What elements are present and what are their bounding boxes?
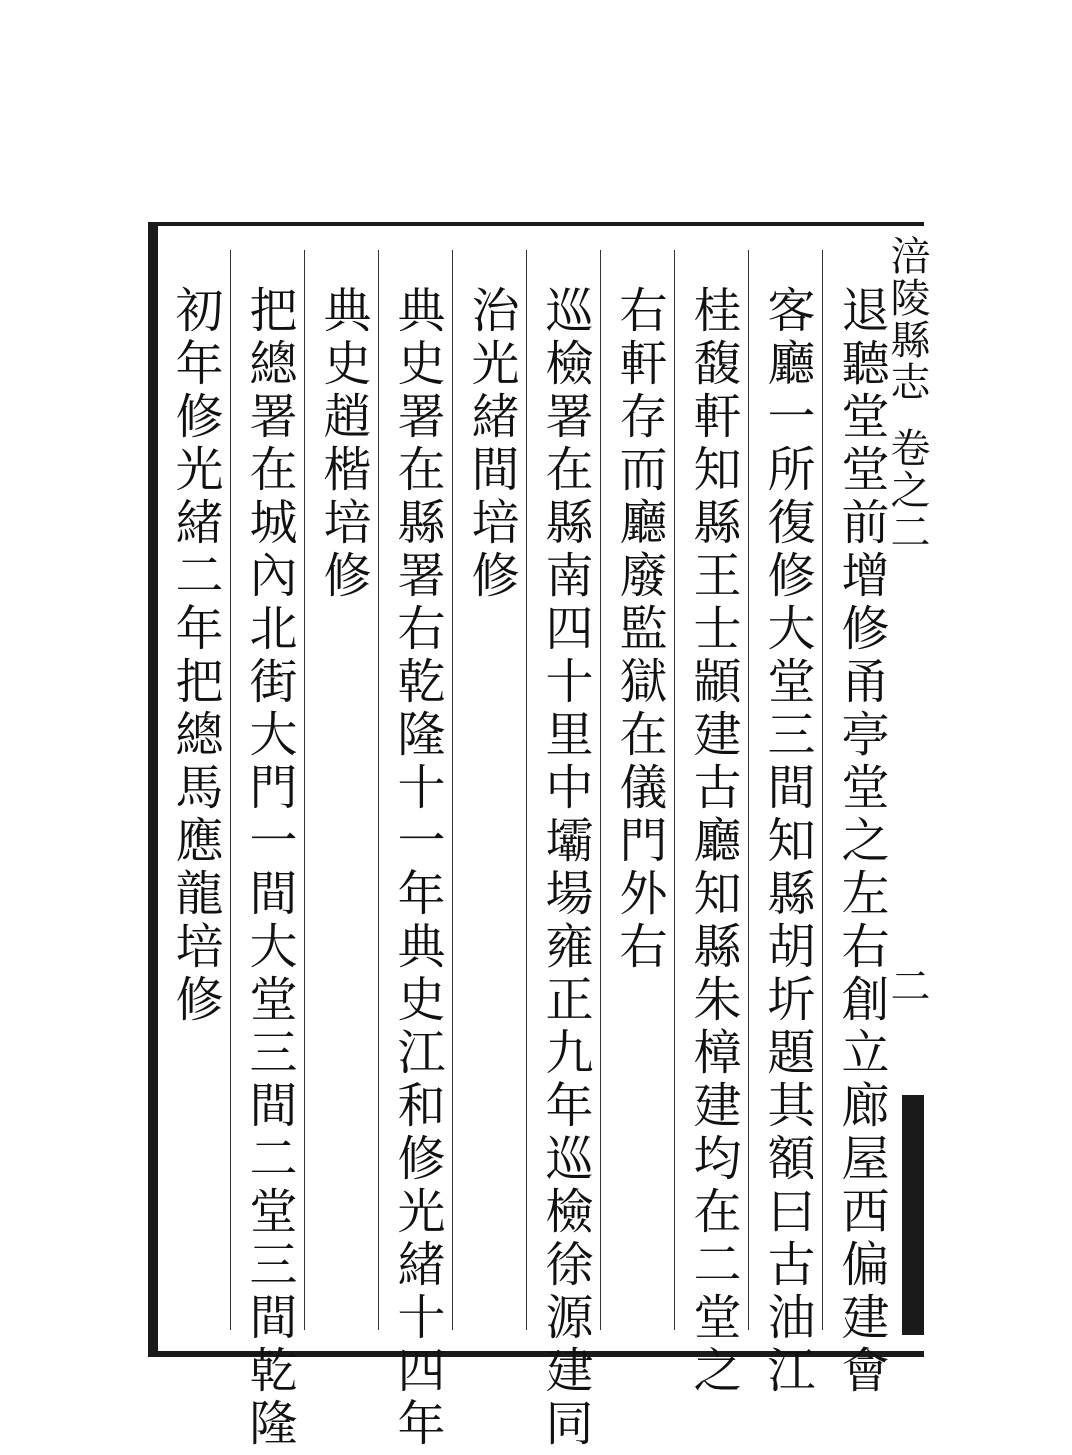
column-rule	[748, 250, 749, 1330]
text-column: 治光緒間培修	[463, 285, 519, 603]
folio-number: 二	[884, 965, 930, 1005]
text-column: 右軒存而廳廢監獄在儀門外右	[611, 285, 667, 974]
column-rule	[822, 250, 823, 1330]
column-rule	[378, 250, 379, 1330]
column-rule	[526, 250, 527, 1330]
book-title	[884, 235, 936, 553]
column-rule	[230, 250, 231, 1330]
column-rule	[600, 250, 601, 1330]
column-rule	[452, 250, 453, 1330]
volume-label: 卷之二	[884, 427, 930, 553]
text-column: 巡檢署在縣南四十里中壩場雍正九年巡檢徐源建同	[537, 285, 593, 1451]
text-column: 客廳一所復修大堂三間知縣胡圻題其額曰古油江	[759, 285, 815, 1398]
book-title-text: 涪陵縣志	[884, 235, 930, 403]
column-rule	[674, 250, 675, 1330]
column-rule	[304, 250, 305, 1330]
text-column: 把總署在城內北街大門一間大堂三間二堂三間乾隆	[241, 285, 297, 1451]
text-column: 典史署在縣署右乾隆十一年典史江和修光緒十四年	[389, 285, 445, 1451]
text-column: 典史趙楷培修	[315, 285, 371, 603]
text-column: 初年修光緒二年把總馬應龍培修	[167, 285, 223, 1027]
text-column: 桂馥軒知縣王士顓建古廳知縣朱樟建均在二堂之	[685, 285, 741, 1398]
text-column: 退聽堂堂前增修甬亭堂之左右創立廊屋西偏建會	[833, 285, 889, 1398]
fold-mark	[902, 1095, 924, 1335]
